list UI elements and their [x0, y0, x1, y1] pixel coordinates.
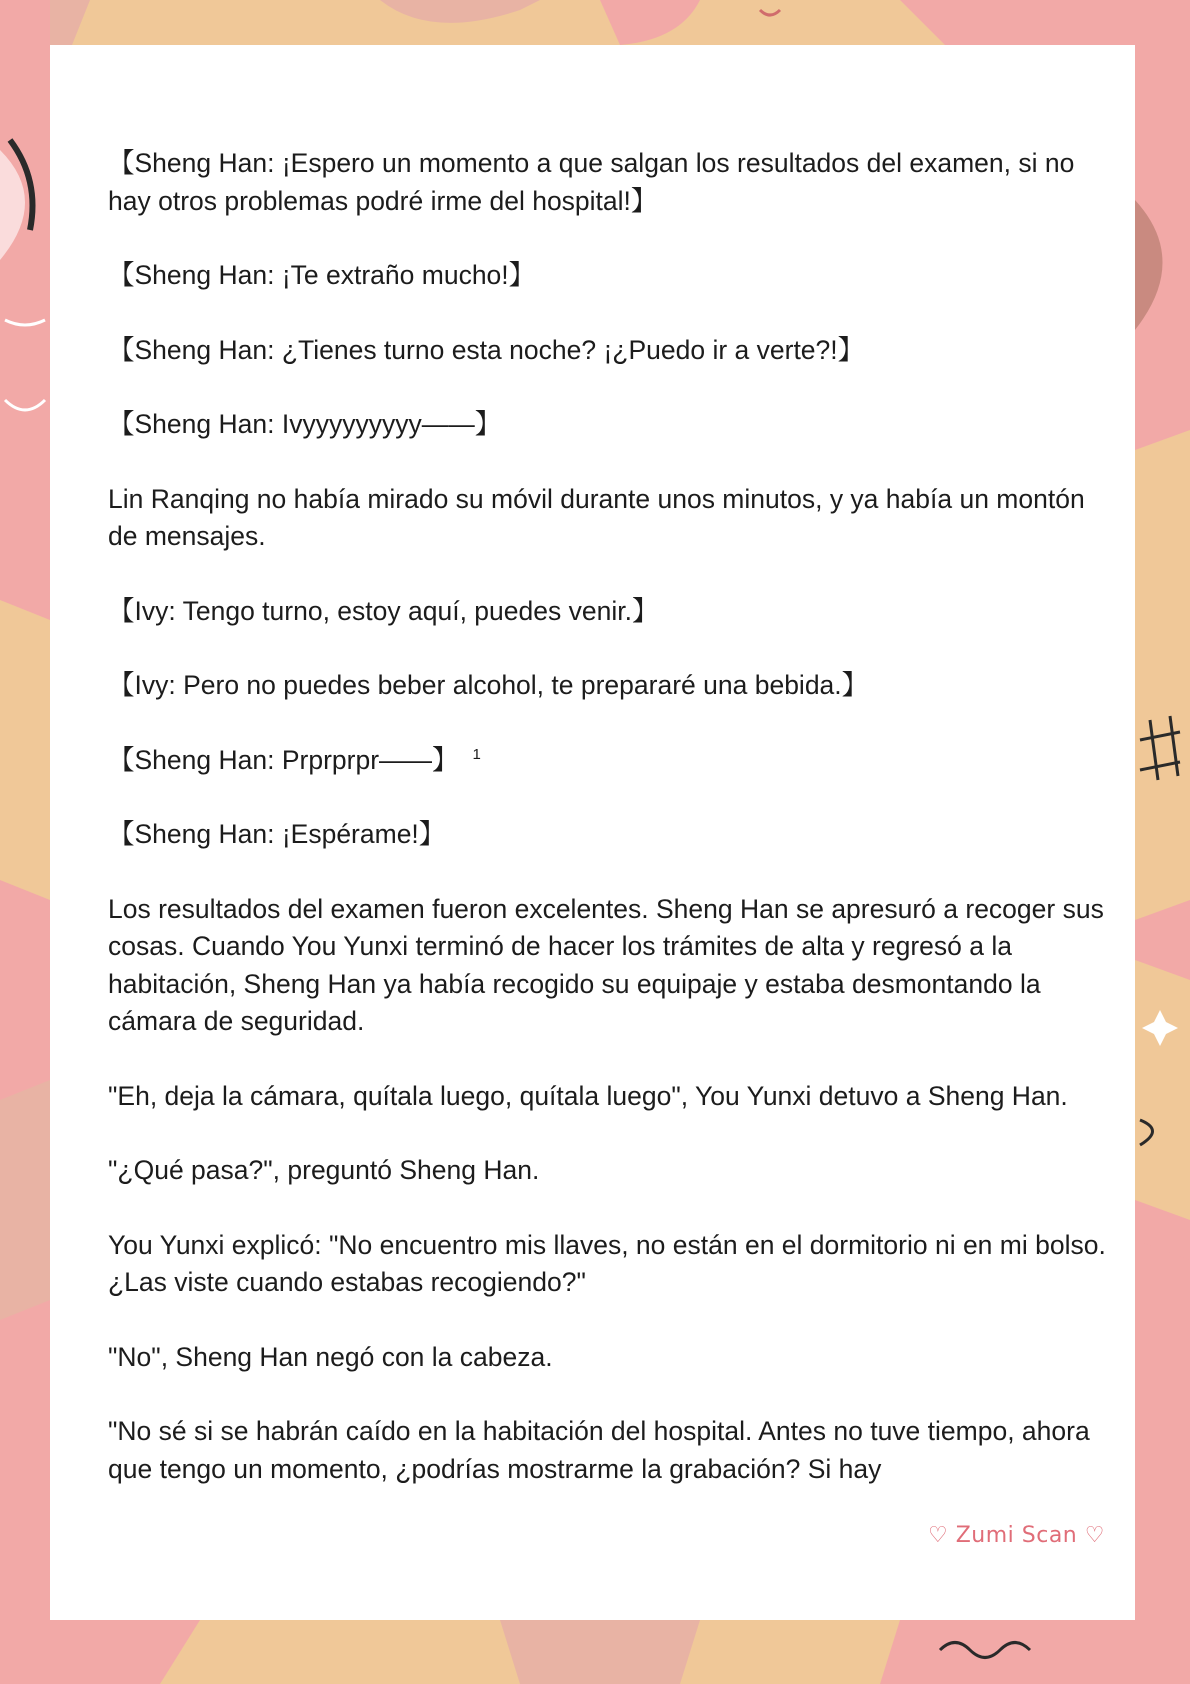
- message-line: 【Sheng Han: ¡Te extraño mucho!】: [108, 260, 536, 290]
- message-line: 【Ivy: Pero no puedes beber alcohol, te prepararé una bebida.】: [108, 670, 869, 700]
- message-line: 【Sheng Han: Ivyyyyyyyyy——】: [108, 409, 502, 439]
- narrative-paragraph: Los resultados del examen fueron excelentes. Sheng Han se apresuró a recoger sus cosas. Cuando You Yunxi terminó de hacer los trámites de alta y regresó a la habitación, Sheng Han ya había recogido su equipaje y estaba desmontando la cámara de seguridad.: [108, 893, 1104, 1036]
- narrative-paragraph: "No sé si se habrán caído en la habitación del hospital. Antes no tuve tiempo, ahora que tengo un momento, ¿podrías mostrarme la grabación? Si hay: [108, 1416, 1090, 1484]
- narrative-paragraph: You Yunxi explicó: "No encuentro mis llaves, no están en el dormitorio ni en mi bolso. ¿Las viste cuando estabas recogiendo?": [108, 1229, 1106, 1297]
- message-line: 【Sheng Han: ¡Espérame!】: [108, 819, 446, 849]
- message-line: 【Sheng Han: ¿Tienes turno esta noche? ¡¿Puedo ir a verte?!】: [108, 334, 865, 365]
- narrative-paragraph: "¿Qué pasa?", preguntó Sheng Han.: [108, 1155, 540, 1185]
- document-body: [108, 145, 1108, 1525]
- narrative-paragraph: "Eh, deja la cámara, quítala luego, quítala luego", You Yunxi detuvo a Sheng Han.: [108, 1080, 1068, 1111]
- message-line: 【Ivy: Tengo turno, estoy aquí, puedes venir.】: [108, 595, 659, 626]
- footnote-marker[interactable]: 1: [472, 745, 481, 763]
- narrative-paragraph: Lin Ranqing no había mirado su móvil durante unos minutos, y ya había un montón de mensajes.: [108, 483, 1085, 551]
- message-text: 【Sheng Han: Prprprpr——】: [108, 744, 459, 775]
- page-sheet: [50, 45, 1135, 1620]
- watermark: ♡ Zumi Scan ♡: [928, 1523, 1105, 1548]
- message-line-with-footnote: [108, 742, 1108, 780]
- message-line: 【Sheng Han: ¡Espero un momento a que salgan los resultados del examen, si no hay otros problemas podré irme del hospital!】: [108, 148, 1075, 216]
- narrative-paragraph: "No", Sheng Han negó con la cabeza.: [108, 1341, 553, 1372]
